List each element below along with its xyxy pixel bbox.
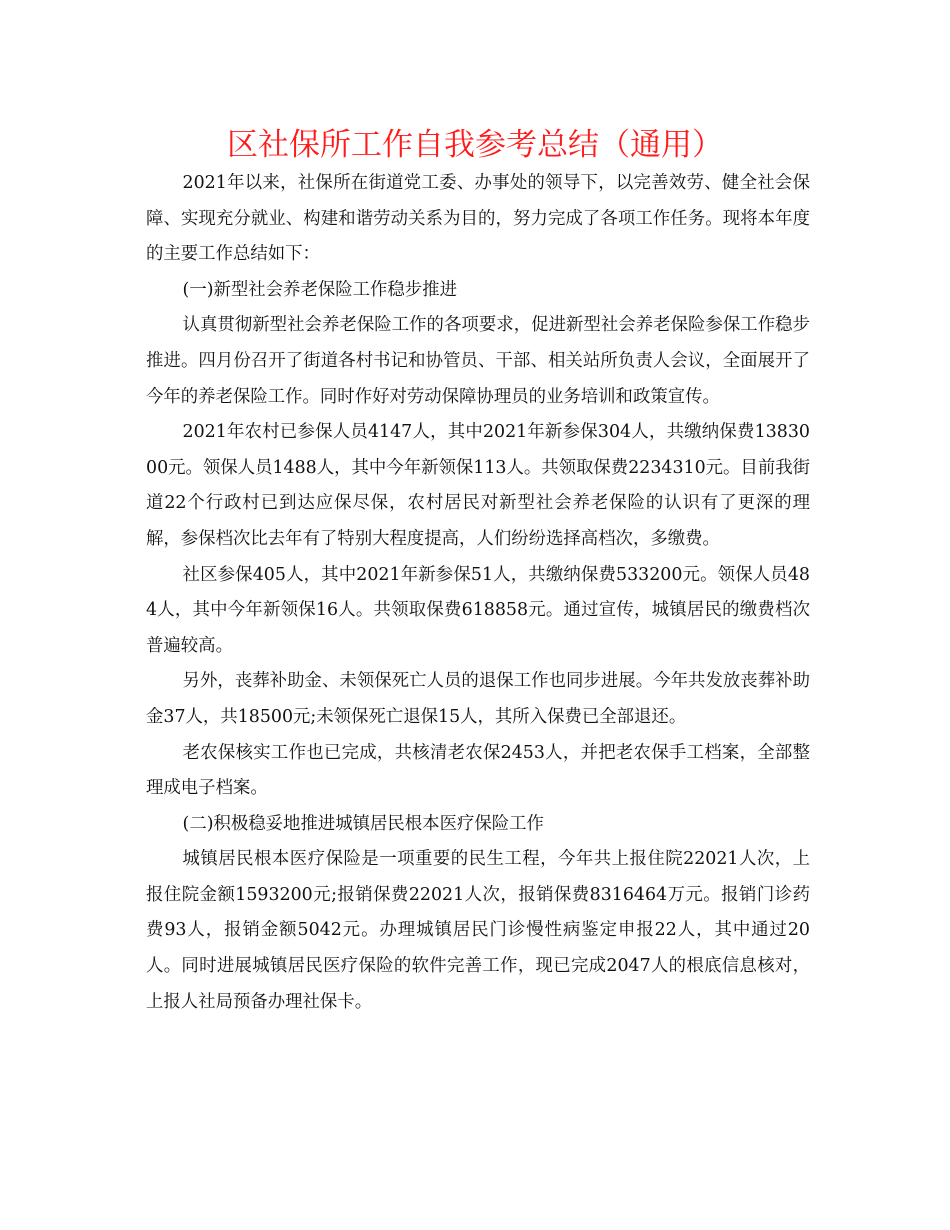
- community-insurance-paragraph: 社区参保405人，其中2021年新参保51人，共缴纳保费533200元。领保人员484人，其中今年新领保16人。共领取保费618858元。通过宣传，城镇居民的缴费档次普遍较高。: [146, 564, 810, 656]
- intro-paragraph: 2021年以来，社保所在街道党工委、办事处的领导下，以完善效劳、健全社会保障、实现充分就业、构建和谐劳动关系为目的，努力完成了各项工作任务。现将本年度的主要工作总结如下：: [146, 173, 810, 265]
- rural-insurance-paragraph: 2021年农村已参保人员4147人，其中2021年新参保304人，共缴纳保费1383000元。领保人员1488人，其中今年新领保113人。共领取保费2234310元。目前我街道22个行政村已到达应保尽保，农村居民对新型社会养老保险的认识有了更深的理解，参保档次比去年有了特别大程度提高，人们纷纷选择高档次，多缴费。: [146, 422, 810, 549]
- section-heading-medical: (二)积极稳妥地推进城镇居民根本医疗保险工作: [182, 813, 544, 834]
- document-title: 区社保所工作自我参考总结（通用）: [227, 127, 723, 163]
- funeral-subsidy-paragraph: 另外，丧葬补助金、未领保死亡人员的退保工作也同步进展。今年共发放丧葬补助金37人，共18500元;未领保死亡退保15人，其所入保费已全部退还。: [146, 671, 810, 727]
- medical-insurance-paragraph: 城镇居民根本医疗保险是一项重要的民生工程，今年共上报住院22021人次，上报住院金额1593200元;报销保费22021人次，报销保费8316464万元。报销门诊药费93人，报销金额5042元。办理城镇居民门诊慢性病鉴定申报22人，其中通过20人。同时进展城镇居民医疗保险的软件完善工作，现已完成2047人的根底信息核对，上报人社局预备办理社保卡。: [146, 849, 810, 1012]
- document-body: [146, 166, 810, 1020]
- old-insurance-paragraph: 老农保核实工作也已完成，共核清老农保2453人，并把老农保手工档案，全部整理成电子档案。: [146, 742, 810, 799]
- section-heading-pension: (一)新型社会养老保险工作稳步推进: [182, 279, 457, 300]
- pension-paragraph: 认真贯彻新型社会养老保险工作的各项要求，促进新型社会养老保险参保工作稳步推进。四月份召开了街道各村书记和协管员、干部、相关站所负责人会议，全面展开了今年的养老保险工作。同时作好对劳动保障协理员的业务培训和政策宣传。: [146, 315, 810, 407]
